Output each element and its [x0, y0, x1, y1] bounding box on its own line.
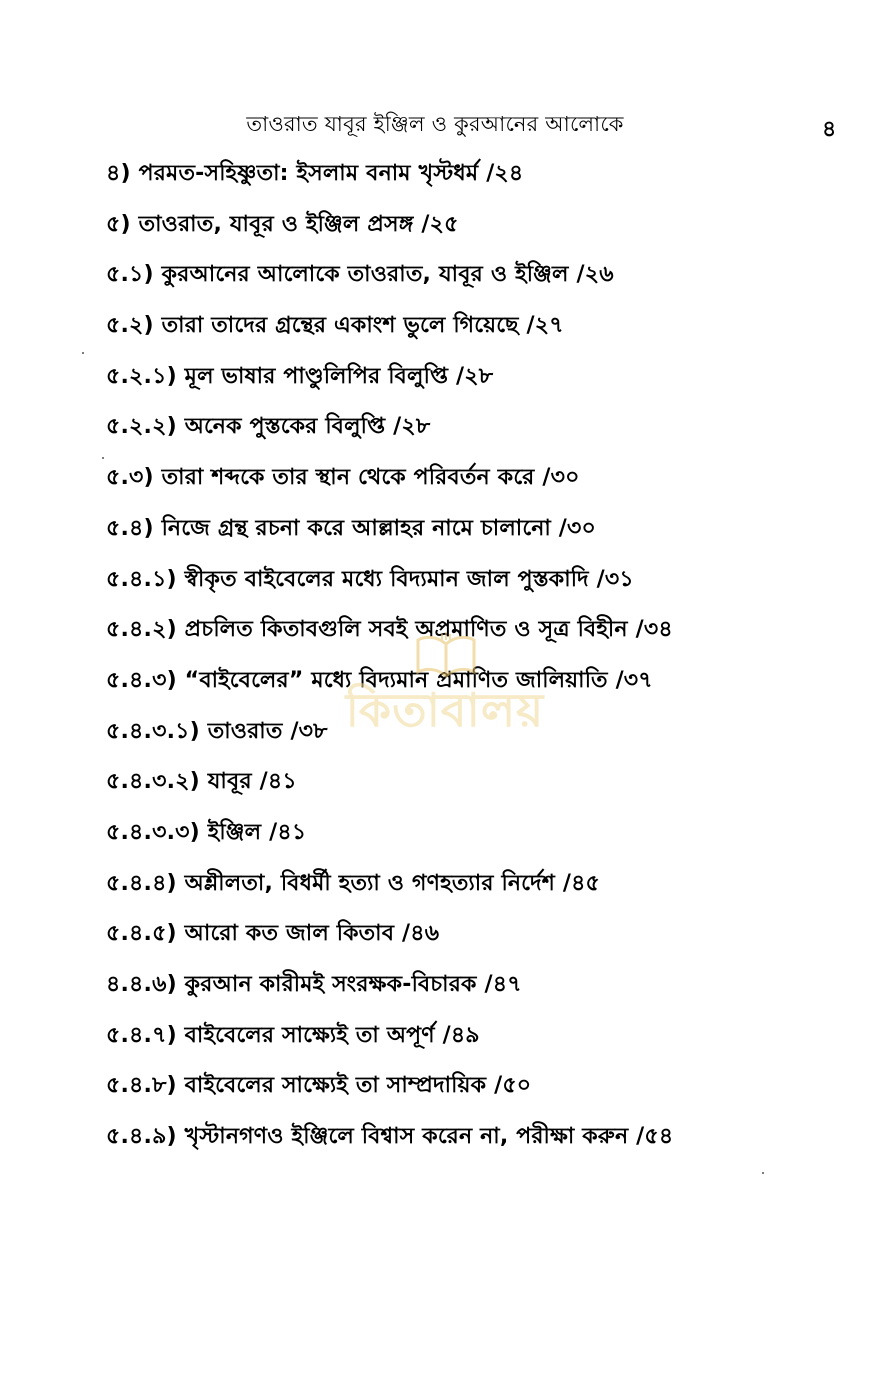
toc-entry: ৫.৪.৫) আরো কত জাল কিতাব /৪৬	[106, 921, 440, 947]
toc-entry: ৫.৪.৩.২) যাবূর /৪১	[106, 769, 297, 795]
toc-entry: ৫.২.১) মূল ভাষার পাণ্ডুলিপির বিলুপ্তি /২৮	[106, 363, 494, 389]
toc-entry: ৫.৪.৩.৩) ইঞ্জিল /৪১	[106, 819, 307, 845]
toc-entry: ৫.২) তারা তাদের গ্রন্থের একাংশ ভুলে গিয়েছে /২৭	[106, 313, 564, 339]
toc-entry: ৫.৪.১) স্বীকৃত বাইবেলের মধ্যে বিদ্যমান জাল পুস্তকাদি /৩১	[106, 566, 634, 592]
scan-speck	[82, 352, 84, 354]
scan-speck	[762, 1172, 764, 1174]
toc-entry: ৫.৪.৮) বাইবেলের সাক্ষ্যেই তা সাম্প্রদায়িক /৫০	[106, 1073, 532, 1099]
toc-entry: ৫.৪.২) প্রচলিত কিতাবগুলি সবই অপ্রমাণিত ও সূত্র বিহীন /৩৪	[106, 617, 673, 643]
toc-entry: ৪.৪.৬) কুরআন কারীমই সংরক্ষক-বিচারক /৪৭	[106, 972, 522, 997]
toc-entry: ৫.৩) তারা শব্দকে তার স্থান থেকে পরিবর্তন করে /৩০	[106, 465, 580, 491]
toc-entry: ৫.৪.৩) “বাইবেলের” মধ্যে বিদ্যমান প্রমাণিত জালিয়াতি /৩৭	[106, 667, 653, 693]
toc-entry: ৫.৪.৪) অশ্লীলতা, বিধর্মী হত্যা ও গণহত্যার নির্দেশ /৪৫	[106, 870, 601, 896]
toc-entry: ৫) তাওরাত, যাবূর ও ইঞ্জিল প্রসঙ্গ /২৫	[106, 211, 459, 237]
toc-entry: ৫.৪.৭) বাইবেলের সাক্ষ্যেই তা অপূর্ণ /৪৯	[106, 1022, 480, 1048]
toc-entry: ৫.৪) নিজে গ্রন্থ রচনা করে আল্লাহর নামে চালানো /৩০	[106, 515, 597, 541]
table-of-contents	[106, 152, 846, 1166]
running-header-title: তাওরাত যাবূর ইঞ্জিল ও কুরআনের আলোকে	[246, 112, 624, 136]
watermark-text: কিতাবালয়	[345, 683, 545, 737]
toc-entry: ৪) পরমত-সহিষ্ণুতা: ইসলাম বনাম খৃস্টধর্ম /২৪	[106, 161, 524, 186]
toc-entry: ৫.৪.৯) খৃস্টানগণও ইঞ্জিলে বিশ্বাস করেন না, পরীক্ষা করুন /৫৪	[106, 1124, 674, 1150]
scan-speck	[102, 457, 104, 459]
page-number: ৪	[822, 117, 837, 142]
toc-entry: ৫.৪.৩.১) তাওরাত /৩৮	[106, 718, 328, 744]
toc-entry: ৫.১) কুরআনের আলোকে তাওরাত, যাবূর ও ইঞ্জিল /২৬	[106, 262, 614, 288]
toc-entry: ৫.২.২) অনেক পুস্তকের বিলুপ্তি /২৮	[106, 414, 431, 440]
